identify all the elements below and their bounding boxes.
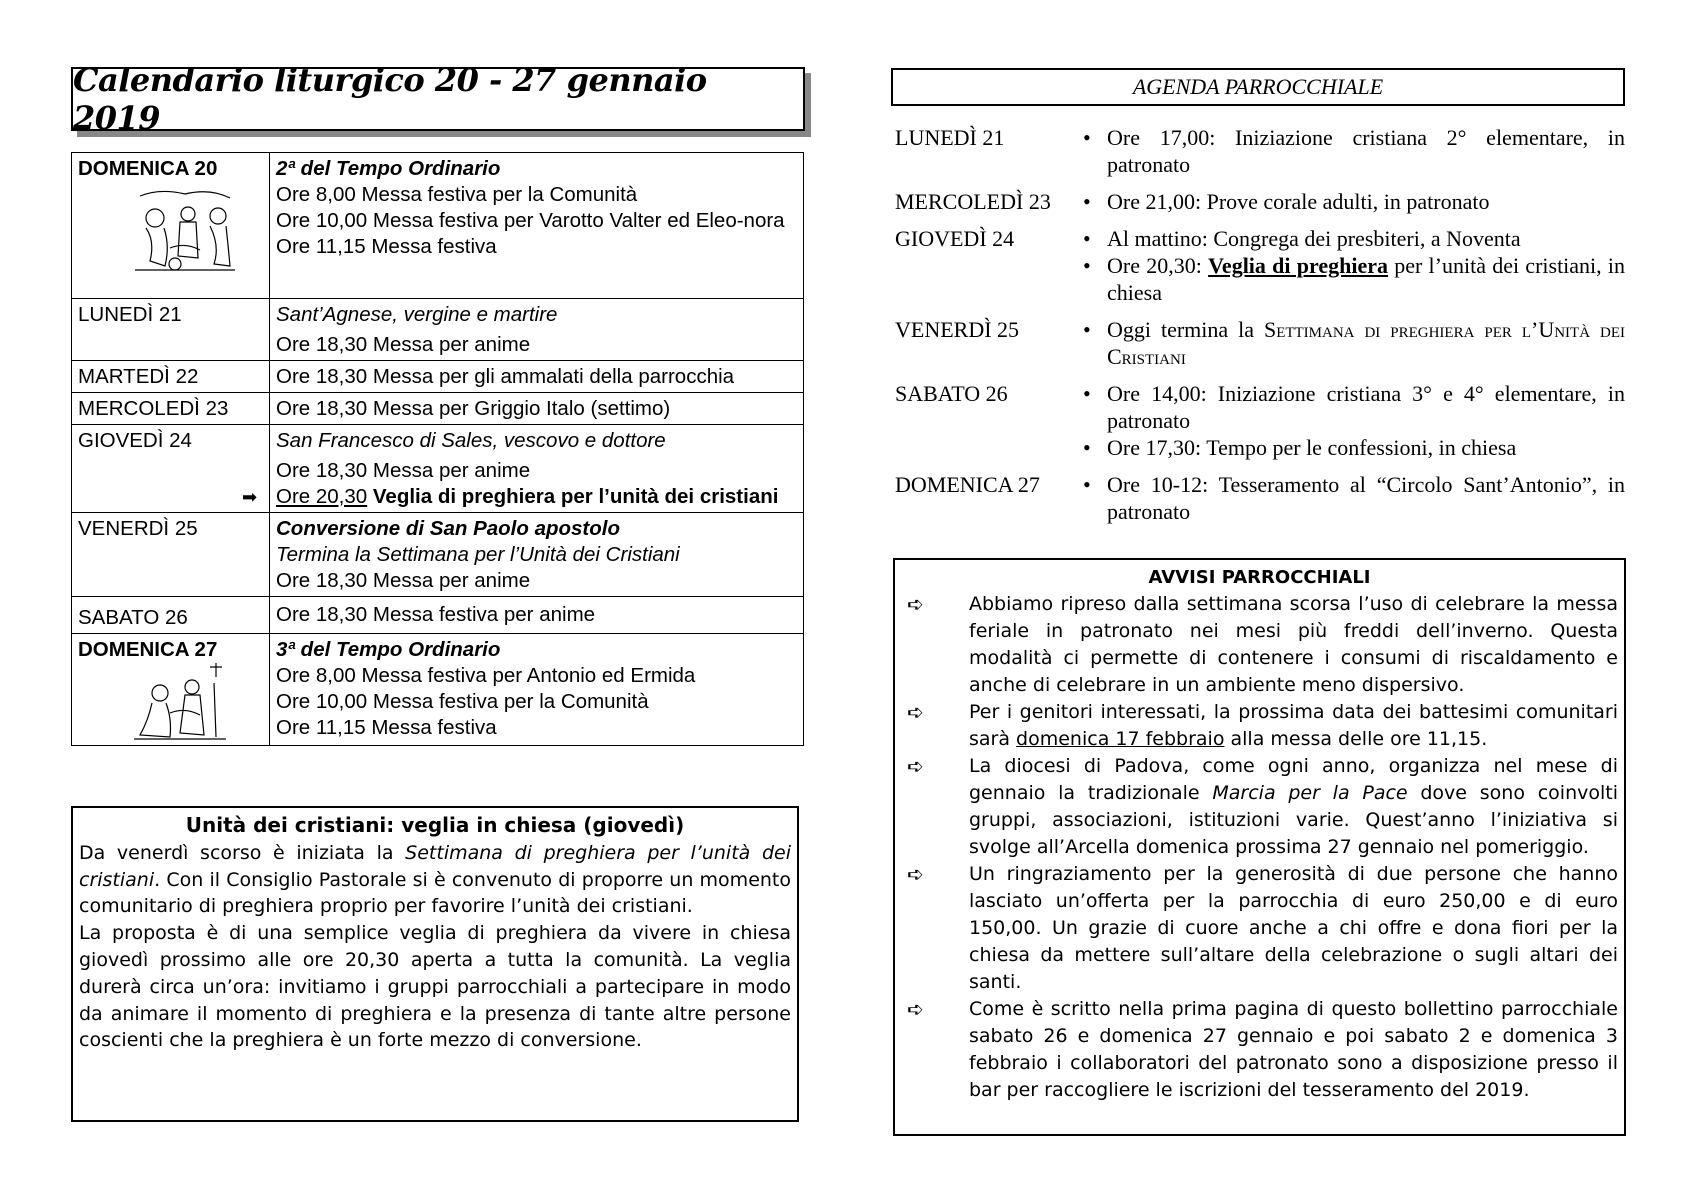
calendar-row-lunedi-21	[72, 299, 804, 361]
agenda-row-venerdi-25	[895, 316, 1625, 370]
avviso-text: Abbiamo ripreso dalla settimana scorsa l’uso di celebrare la messa feriale in patronato nei mesi più freddi dell’inverno. Questa modalità ci permette di contenere i consumi di riscaldamento e anche di celebrare in un ambiente meno dispersivo.	[969, 593, 1618, 696]
agenda-row-lunedi-21	[895, 124, 1625, 178]
arrow-bullet-icon: ➪	[907, 592, 924, 616]
vigil-time: Ore 20,30	[276, 485, 368, 508]
agenda-day: LUNEDÌ 21	[895, 125, 1005, 150]
agenda-day: MERCOLEDÌ 23	[895, 189, 1051, 214]
agenda-row-giovedi-24	[895, 225, 1625, 306]
agenda-item	[1075, 252, 1625, 306]
text-run: Oggi termina la	[1107, 317, 1264, 342]
agenda-day: DOMENICA 27	[895, 472, 1040, 497]
agenda-row-domenica-27	[895, 471, 1625, 525]
unita-paragraph-2: La proposta è di una semplice veglia di preghiera da vivere in chiesa giovedì prossimo alle ore 20,30 aperta a tutta la comunità. La veglia durerà circa un’ora: invitiamo i gruppi parrocchiali a partecipare in modo da animare il momento di preghiera e la presenza di tante altre persone coscienti che la preghiera è un forte mezzo di conversione.	[79, 922, 791, 1052]
day-label: MERCOLEDÌ 23	[78, 397, 229, 420]
feast-label: Sant’Agnese, vergine e martire	[276, 303, 558, 326]
unita-cristiani-box	[71, 806, 799, 1122]
mass-entry: Ore 8,00 Messa festiva per Antonio ed Ermida	[276, 664, 696, 687]
calendar-row-venerdi-25	[72, 513, 804, 597]
avvisi-title: AVVISI PARROCCHIALI	[1148, 567, 1371, 588]
mass-entry: Ore 11,15 Messa festiva	[276, 235, 497, 258]
avviso-item	[901, 591, 1618, 699]
arrow-bullet-icon: ➪	[907, 997, 924, 1021]
day-label: DOMENICA 20	[78, 157, 218, 180]
agenda-item: • Ore 17,30: Tempo per le confessioni, in chiesa	[1075, 434, 1625, 461]
calendar-title-box	[71, 61, 805, 137]
text-run: Da venerdì scorso è iniziata la	[79, 841, 406, 864]
day-label: GIOVEDÌ 24	[78, 429, 192, 452]
text-run: alla messa delle ore 11,15.	[1224, 728, 1488, 750]
calendar-row-martedi-22	[72, 361, 804, 393]
agenda-day: VENERDÌ 25	[895, 317, 1020, 342]
day-label: SABATO 26	[78, 606, 188, 629]
day-label: LUNEDÌ 21	[78, 303, 182, 326]
day-label: MARTEDÌ 22	[78, 365, 199, 388]
text-run-italic: Marcia per la Pace	[1212, 782, 1408, 804]
text-run: per l’unità dei cristiani, in chiesa	[1107, 253, 1626, 305]
calendar-row-sabato-26	[72, 597, 804, 634]
mass-entry: Ore 18,30 Messa per anime	[276, 459, 531, 482]
mass-entry: Ore 18,30 Messa per anime	[276, 333, 531, 356]
mass-entry: Ore 8,00 Messa festiva per la Comunità	[276, 183, 638, 206]
agenda-title: AGENDA PARROCCHIALE	[891, 68, 1625, 106]
calendar-title: Calendario liturgico 20 - 27 gennaio 2019	[73, 61, 707, 137]
avviso-item	[901, 861, 1618, 996]
mass-entry: Ore 18,30 Messa per Griggio Italo (settimo)	[276, 397, 671, 420]
agenda-row-sabato-26	[895, 380, 1625, 461]
day-label: DOMENICA 27	[78, 638, 218, 661]
feast-label: 3ª del Tempo Ordinario	[276, 638, 501, 661]
arrow-bullet-icon: ➪	[907, 700, 924, 724]
avviso-item	[901, 753, 1618, 861]
baptism-vignette-icon	[130, 186, 240, 278]
agenda-item: • Ore 17,00: Iniziazione cristiana 2° elementare, in patronato	[1075, 124, 1625, 178]
avviso-text	[969, 753, 1618, 861]
agenda-item: • Al mattino: Congrega dei presbiteri, a Noventa	[1075, 225, 1625, 252]
unita-title: Unità dei cristiani: veglia in chiesa (giovedì)	[185, 813, 685, 837]
calendar-row-mercoledi-23	[72, 393, 804, 425]
mass-entry: Ore 18,30 Messa festiva per anime	[276, 603, 596, 626]
calendar-row-domenica-27	[72, 634, 804, 746]
avvisi-box	[893, 558, 1626, 1136]
vigil-entry	[242, 484, 797, 510]
avviso-text	[969, 699, 1618, 753]
avviso-text: Come è scritto nella prima pagina di questo bollettino parrocchiale sabato 26 e domenica 27 gennaio e poi sabato 2 e domenica 3 febbraio i collaboratori del patronato sono a disposizione presso il bar per raccogliere le iscrizioni del tesseramento del 2019.	[969, 998, 1618, 1101]
text-run: dove sono coinvolti gruppi, associazioni, istituzioni varie. Quest’anno l’iniziativa si svolge all’Arcella domenica prossima 27 gennaio nel pomeriggio.	[969, 782, 1618, 858]
vigil-text: Veglia di preghiera per l’unità dei cristiani	[372, 485, 779, 508]
text-run: . Con il Consiglio Pastorale si è convenuto di proporre un momento comunitario di preghiera proprio per favorire l’unità dei cristiani.	[79, 868, 791, 918]
agenda-item: • Ore 21,00: Prove corale adulti, in patronato	[1075, 188, 1625, 215]
unita-body	[79, 840, 791, 1054]
agenda-row-mercoledi-23	[895, 188, 1625, 215]
text-run-bold-underline: Veglia di preghiera	[1208, 253, 1388, 278]
agenda-item	[1075, 316, 1625, 370]
calendar-table	[71, 152, 804, 746]
feast-label: 2ª del Tempo Ordinario	[276, 157, 501, 180]
agenda-day: SABATO 26	[895, 381, 1008, 406]
text-run: Per i genitori interessati, la prossima data dei battesimi comunitari sarà	[969, 701, 1618, 750]
agenda-item: • Ore 10-12: Tesseramento al “Circolo Sant’Antonio”, in patronato	[1075, 471, 1625, 525]
feast-note: Termina la Settimana per l’Unità dei Cristiani	[276, 543, 680, 566]
mass-entry: Ore 10,00 Messa festiva per la Comunità	[276, 690, 649, 713]
avviso-text: Un ringraziamento per la generosità di due persone che hanno lasciato un’offerta per la parrocchia di euro 250,00 e di euro 150,00. Un grazie di cuore anche a chi offre e dona fiori per la chiesa da mettere sull’altare della celebrazione o sugli altari dei santi.	[969, 863, 1618, 993]
mass-entry: Ore 18,30 Messa per gli ammalati della parrocchia	[276, 365, 735, 388]
mass-entry: Ore 18,30 Messa per anime	[276, 569, 531, 592]
mass-entry: Ore 11,15 Messa festiva	[276, 716, 497, 739]
text-run: Ore 20,30:	[1107, 253, 1209, 278]
feast-label: Conversione di San Paolo apostolo	[276, 517, 620, 540]
calendar-row-giovedi-24	[72, 425, 804, 513]
arrow-right-icon: ➡	[242, 487, 258, 507]
text-run: La diocesi di Padova, come ogni anno, organizza nel mese di gennaio la tradizionale	[969, 755, 1618, 804]
avviso-item	[901, 996, 1618, 1104]
text-run-italic: Settimana di preghiera per l’unità dei cristiani	[79, 841, 791, 891]
agenda-list	[895, 124, 1625, 535]
calendar-row-domenica-20	[72, 153, 804, 299]
day-label: VENERDÌ 25	[78, 517, 198, 540]
arrow-bullet-icon: ➪	[907, 754, 924, 778]
feast-label: San Francesco di Sales, vescovo e dottore	[276, 429, 666, 452]
arrow-bullet-icon: ➪	[907, 862, 924, 886]
mass-vignette-icon	[130, 663, 230, 743]
agenda-item: • Ore 14,00: Iniziazione cristiana 3° e 4° elementare, in patronato	[1075, 380, 1625, 434]
mass-entry: Ore 10,00 Messa festiva per Varotto Valter ed Eleo-nora	[276, 209, 785, 232]
text-run-underline: domenica 17 febbraio	[1016, 728, 1225, 750]
text-run-smallcaps: Settimana di preghiera per l’Unità dei Cristiani	[1107, 317, 1625, 369]
agenda-day: GIOVEDÌ 24	[895, 226, 1015, 251]
unita-paragraph-1	[79, 840, 791, 920]
avviso-item	[901, 699, 1618, 753]
